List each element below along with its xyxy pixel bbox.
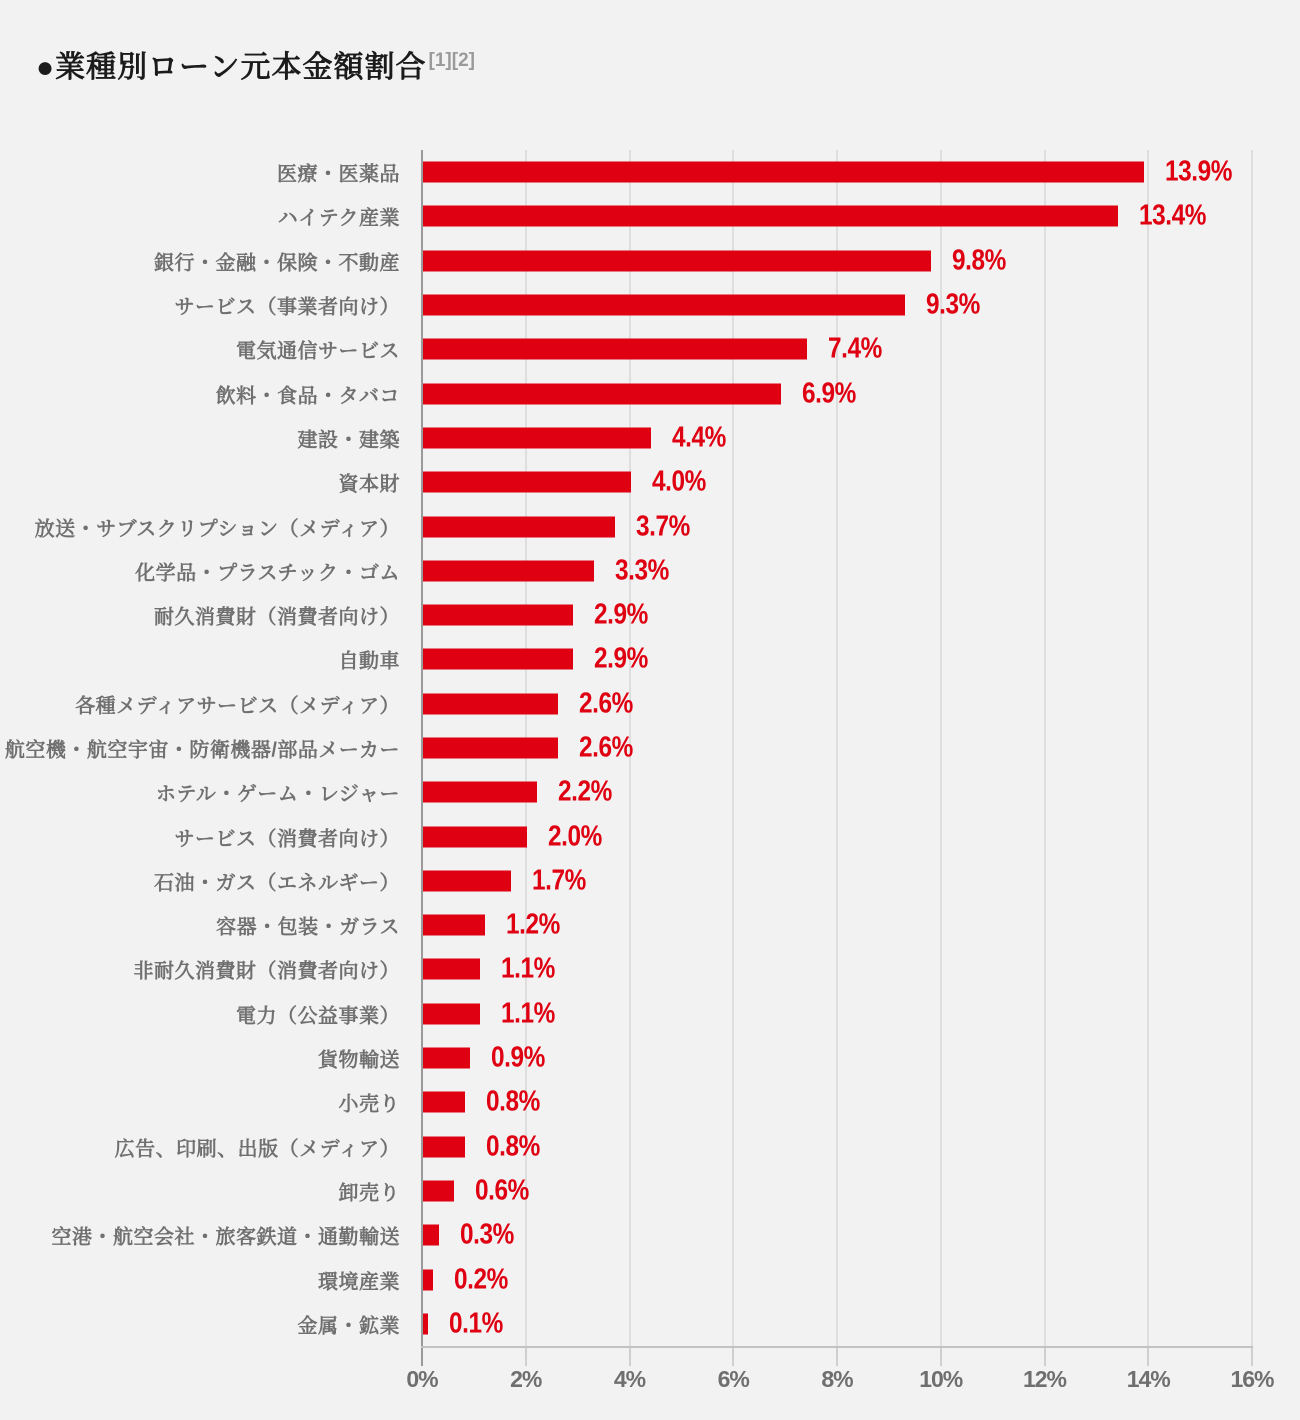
value-label: 1.1% (501, 952, 555, 985)
chart-row (0, 1080, 1300, 1124)
x-axis-tick (1251, 1346, 1253, 1366)
chart-row (0, 327, 1300, 371)
x-axis-tick-label: 12% (1022, 1366, 1067, 1392)
chart-row (0, 1036, 1300, 1080)
x-axis-tick-label: 6% (717, 1366, 749, 1392)
category-label: 建設・建築 (297, 429, 400, 452)
category-label: 金属・鉱業 (297, 1315, 400, 1338)
x-axis-tick-label: 2% (510, 1366, 542, 1392)
bar (423, 250, 931, 271)
category-label: 資本財 (338, 473, 400, 496)
x-axis-tick-label: 0% (406, 1366, 438, 1392)
chart-row (0, 947, 1300, 991)
chart-row (0, 150, 1300, 194)
value-label: 3.3% (615, 554, 670, 587)
chart-row (0, 239, 1300, 283)
category-label: 化学品・プラスチック・ゴム (135, 562, 400, 585)
value-label: 7.4% (827, 332, 882, 365)
bar (423, 738, 558, 759)
value-label: 1.2% (506, 908, 561, 941)
category-label: 自動車 (338, 650, 400, 673)
value-label: 1.1% (501, 997, 555, 1030)
value-label: 0.1% (449, 1307, 504, 1340)
value-label: 2.6% (578, 687, 633, 720)
value-label: 2.0% (547, 820, 602, 853)
bar (423, 427, 651, 448)
x-axis-tick (525, 1346, 527, 1366)
category-label: 放送・サブスクリプション（メディア） (34, 518, 400, 541)
value-label: 6.9% (801, 377, 856, 410)
chart-row (0, 460, 1300, 504)
bar (423, 1048, 470, 1069)
chart-row (0, 593, 1300, 637)
chart-row (0, 194, 1300, 238)
bar (423, 693, 558, 714)
category-label: 広告、印刷、出版（メディア） (114, 1138, 400, 1161)
chart-row (0, 637, 1300, 681)
x-axis-tick (1044, 1346, 1046, 1366)
value-label: 3.7% (635, 510, 690, 543)
x-axis-tick-label: 14% (1126, 1366, 1170, 1392)
category-label: ホテル・ゲーム・レジャー (155, 783, 400, 806)
value-label: 4.4% (672, 421, 727, 454)
chart-row (0, 1125, 1300, 1169)
category-label: 各種メディアサービス（メディア） (75, 695, 400, 718)
value-label: 9.8% (952, 244, 1007, 277)
bar (423, 472, 631, 493)
bar (423, 915, 485, 936)
x-axis-tick (836, 1346, 838, 1366)
value-label: 2.9% (594, 598, 649, 631)
chart-row (0, 416, 1300, 460)
bar (423, 1180, 454, 1201)
page-title-text: ●業種別ローン元本金額割合 (36, 51, 427, 84)
category-label: 貨物輸送 (318, 1049, 400, 1072)
bar-rows (0, 150, 1300, 1346)
category-label: 電気通信サービス (236, 340, 400, 363)
chart-row (0, 549, 1300, 593)
bar (423, 339, 807, 360)
bar (423, 516, 615, 537)
bar (423, 295, 905, 316)
category-label: 非耐久消費財（消費者向け） (133, 960, 400, 983)
category-label: 耐久消費財（消費者向け） (154, 606, 400, 629)
category-label: ハイテク産業 (277, 207, 400, 230)
chart-row (0, 770, 1300, 814)
category-label: 飲料・食品・タバコ (215, 385, 400, 408)
chart-row (0, 682, 1300, 726)
x-axis-tick (1147, 1346, 1149, 1366)
x-axis-tick (732, 1346, 734, 1366)
chart-row (0, 859, 1300, 903)
category-label: 環境産業 (318, 1271, 400, 1294)
bar (423, 826, 527, 847)
value-label: 1.7% (532, 864, 587, 897)
chart-row (0, 1169, 1300, 1213)
category-label: 空港・航空会社・旅客鉄道・通勤輸送 (51, 1226, 400, 1249)
category-label: 医療・医薬品 (277, 163, 400, 186)
value-label: 0.6% (475, 1174, 529, 1207)
value-label: 2.9% (594, 642, 649, 675)
bar (423, 1003, 480, 1024)
bar (423, 1136, 465, 1157)
bar (423, 649, 573, 670)
chart-row (0, 903, 1300, 947)
bar (423, 1269, 433, 1290)
x-axis-line (421, 1346, 1253, 1348)
category-label: 小売り (338, 1093, 400, 1116)
value-label: 13.4% (1139, 199, 1207, 232)
category-label: 石油・ガス（エネルギー） (154, 872, 400, 895)
chart-row (0, 992, 1300, 1036)
bar (423, 1225, 439, 1246)
x-axis-tick-label: 4% (613, 1366, 646, 1392)
bar (423, 959, 480, 980)
chart-row (0, 283, 1300, 327)
chart-row (0, 371, 1300, 415)
bar (423, 782, 537, 803)
chart-row (0, 504, 1300, 548)
category-label: 電力（公益事業） (236, 1005, 400, 1028)
value-label: 13.9% (1165, 155, 1233, 188)
category-label: 銀行・金融・保険・不動産 (154, 252, 400, 275)
value-label: 0.2% (454, 1263, 509, 1296)
x-axis-tick-label: 16% (1230, 1366, 1274, 1392)
value-label: 0.9% (490, 1041, 545, 1074)
value-label: 9.3% (926, 288, 981, 321)
chart-row (0, 1257, 1300, 1301)
value-label: 2.6% (578, 731, 633, 764)
chart-row (0, 726, 1300, 770)
category-label: 航空機・航空宇宙・防衛機器/部品メーカー (4, 739, 400, 762)
bar (423, 162, 1144, 183)
chart-row (0, 814, 1300, 858)
category-label: サービス（事業者向け） (174, 296, 400, 319)
x-axis-tick-label: 8% (821, 1366, 853, 1392)
x-axis-tick (940, 1346, 942, 1366)
bar (423, 383, 781, 404)
bar (423, 870, 511, 891)
category-label: 卸売り (338, 1182, 400, 1205)
value-label: 0.8% (485, 1085, 540, 1118)
bar (423, 605, 573, 626)
bar (423, 560, 594, 581)
x-axis-tick-label: 10% (919, 1366, 963, 1392)
x-axis-tick (629, 1346, 631, 1366)
value-label: 0.3% (459, 1218, 514, 1251)
value-label: 0.8% (485, 1130, 540, 1163)
title-footnote-markers: [1][2] (428, 50, 475, 71)
bar (423, 1092, 465, 1113)
bar (423, 1313, 428, 1334)
chart-row (0, 1302, 1300, 1346)
category-label: 容器・包装・ガラス (216, 916, 400, 939)
bar (423, 206, 1118, 227)
category-label: サービス（消費者向け） (174, 828, 400, 851)
chart-row (0, 1213, 1300, 1257)
value-label: 4.0% (651, 465, 706, 498)
value-label: 2.2% (558, 775, 612, 808)
